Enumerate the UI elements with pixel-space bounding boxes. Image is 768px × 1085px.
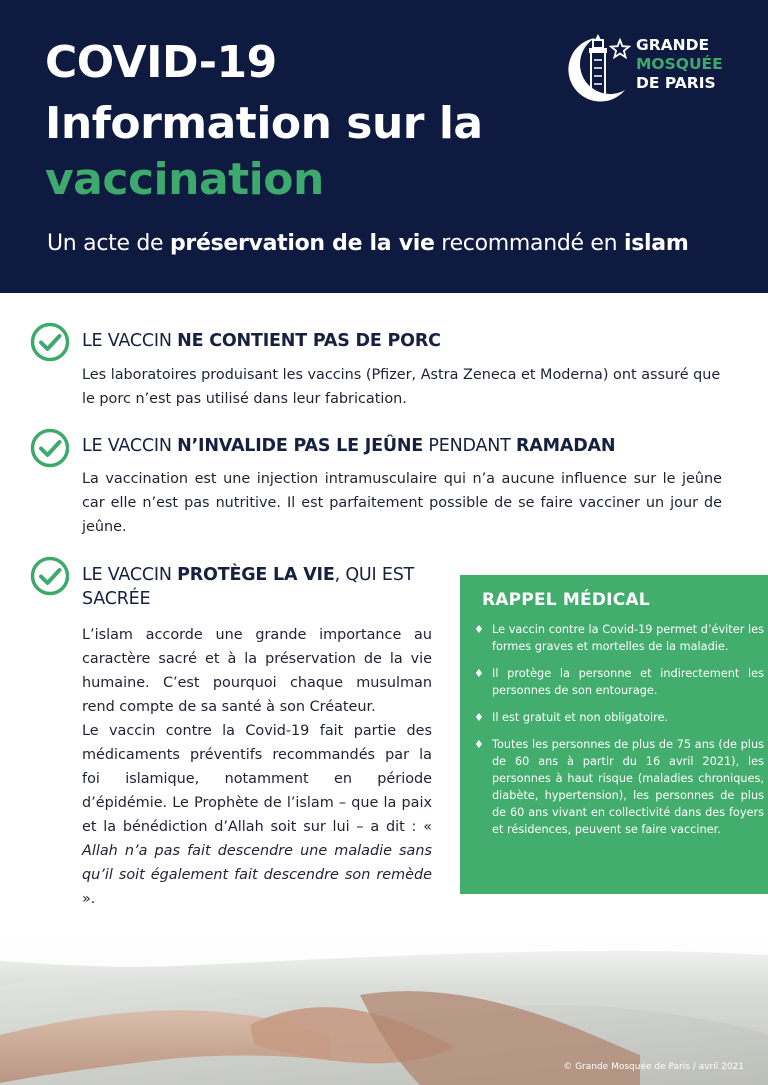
section-2-body: La vaccination est une injection intramusculaire qui n’a aucune influence sur le jeûne car elle n’est pas nutritive. Il est parfaitement possible de se faire vacciner un jour de jeûne. [82, 471, 722, 535]
section-1-title-bold: NE CONTIENT PAS DE PORC [177, 331, 441, 351]
title-line-2: Information sur la [45, 98, 483, 149]
section-3-quote: Allah n’a pas fait descendre une maladie sans qu’il soit également fait descendre son remède [82, 843, 432, 883]
logo [565, 30, 745, 108]
rappel-item-text: Il est gratuit et non obligatoire. [492, 711, 669, 724]
section-3-title-line-2: SACRÉE [82, 589, 151, 609]
rappel-item-text: Il protège la personne et indirectement les personnes de son entourage. [492, 667, 764, 697]
section-3-title-suffix: , QUI EST [334, 565, 415, 585]
diamond-bullet-icon: ♦ [474, 667, 484, 680]
hands-photo [0, 925, 768, 1085]
check-circle-icon [30, 556, 70, 596]
logo-text [636, 36, 723, 93]
rappel-title: RAPPEL MÉDICAL [482, 590, 650, 610]
logo-line-1: GRANDE [636, 36, 710, 54]
mosque-tower-icon [565, 30, 635, 108]
section-3-title-prefix: LE VACCIN [82, 565, 178, 585]
section-3-title [82, 563, 414, 587]
subtitle-bold-1: préservation de la vie [169, 231, 435, 256]
section-3-body-2-text: Le vaccin contre la Covid-19 fait partie des médicaments préventifs recommandés par la foi islamique, notamment en période d’épidémie. Le Prophète de l’islam – que la paix et la bénédiction d’Allah soit sur lui – a dit : « [82, 723, 432, 835]
list-item [474, 621, 764, 655]
section-2-title-prefix: LE VACCIN [82, 436, 178, 456]
title-line-3: vaccination [45, 154, 324, 205]
logo-line-2: MOSQUÉE [636, 55, 723, 73]
section-3-body-1: L’islam accorde une grande importance au caractère sacré et à la préservation de la vie humaine. C’est pourquoi chaque musulman rend compte de sa santé à son Créateur. [82, 627, 432, 715]
footer-copyright: © Grande Mosquée de Paris / avril 2021 [563, 1062, 744, 1072]
section-2-title-mid: PENDANT [423, 436, 517, 456]
section-1-title-prefix: LE VACCIN [82, 331, 178, 351]
section-3-body-2 [82, 719, 432, 911]
list-item [474, 665, 764, 699]
section-2-title [82, 434, 615, 458]
section-1-title [82, 329, 441, 353]
rappel-medical-box [460, 575, 768, 894]
diamond-bullet-icon: ♦ [474, 623, 484, 636]
section-2-title-bold-2: RAMADAN [516, 436, 616, 456]
diamond-bullet-icon: ♦ [474, 738, 484, 751]
subtitle-part-1: Un acte de [47, 231, 170, 256]
list-item [474, 709, 764, 726]
subtitle-part-2: recommandé en [434, 231, 625, 256]
diamond-bullet-icon: ♦ [474, 711, 484, 724]
section-3-title-bold: PROTÈGE LA VIE [177, 565, 335, 585]
list-item [474, 736, 764, 838]
check-circle-icon [30, 322, 70, 362]
rappel-list [474, 621, 764, 848]
subtitle [47, 227, 688, 261]
subtitle-bold-2: islam [624, 231, 689, 256]
rappel-item-text: Le vaccin contre la Covid-19 permet d’éviter les formes graves et mortelles de la maladie. [492, 623, 764, 653]
rappel-item-text: Toutes les personnes de plus de 75 ans (de plus de 60 ans à partir du 16 avril 2021), les personnes à haut risque (maladies chroniques, diabète, hypertension), les personnes de plus de 60 ans vivant en collectivité dans des foyers et résidences, peuvent se faire vacciner. [492, 738, 764, 836]
section-2-title-bold: N’INVALIDE PAS LE JEÛNE [177, 436, 424, 456]
check-circle-icon [30, 428, 70, 468]
title-line-1: COVID-19 [45, 37, 277, 88]
logo-line-3: DE PARIS [636, 74, 716, 92]
section-1-body: Les laboratoires produisant les vaccins (Pfizer, Astra Zeneca et Moderna) ont assuré que le porc n’est pas utilisé dans leur fabrication. [82, 367, 721, 407]
header-banner [0, 0, 768, 293]
section-3-body-2-end: ». [82, 891, 96, 907]
